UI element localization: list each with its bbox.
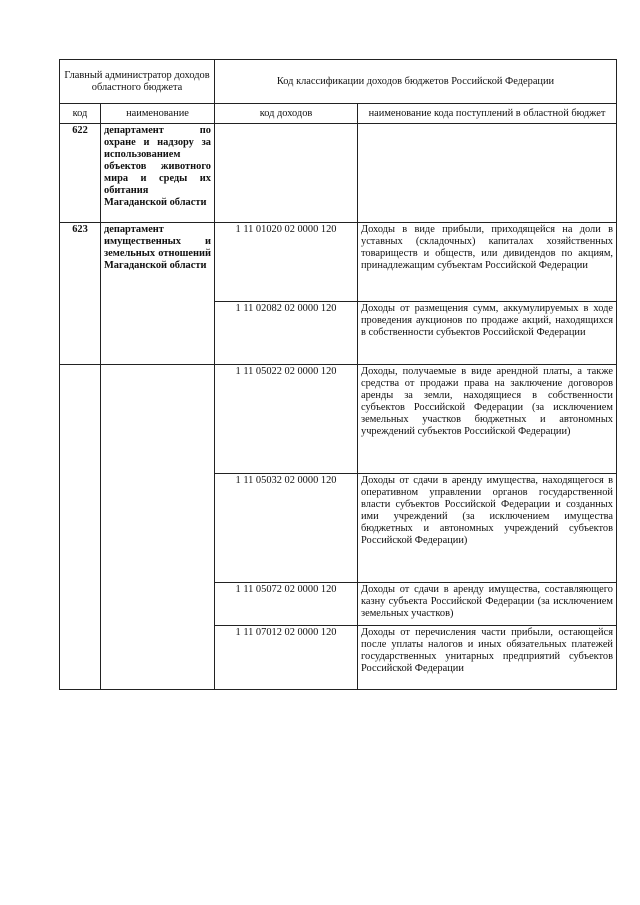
admin-name-cell: департамент по охране и надзору за использованием объектов животного мира и среды их обитания Магаданской области — [101, 124, 215, 223]
admin-name-cell: департамент имущественных и земельных отношений Магаданской области — [101, 223, 215, 365]
income-name-cell: Доходы в виде прибыли, приходящейся на доли в уставных (складочных) капиталах хозяйственных товариществ и обществ, или дивидендов по акциям, принадлежащим субъектам Российской Федерации — [358, 223, 617, 302]
admin-code-cell-empty — [60, 365, 101, 690]
admin-code-cell: 622 — [60, 124, 101, 223]
table-subheader-row — [60, 104, 617, 124]
table-row — [60, 223, 617, 302]
income-code-cell: 1 11 05072 02 0000 120 — [215, 583, 358, 626]
income-classification-table — [59, 59, 617, 690]
classification-group-header: Код классификации доходов бюджетов Российской Федерации — [215, 60, 617, 104]
income-name-cell — [358, 124, 617, 223]
col-income-name-header: наименование кода поступлений в областной бюджет — [358, 104, 617, 124]
income-code-cell: 1 11 05032 02 0000 120 — [215, 474, 358, 583]
income-code-cell: 1 11 05022 02 0000 120 — [215, 365, 358, 474]
income-code-cell: 1 11 01020 02 0000 120 — [215, 223, 358, 302]
col-code-header: код — [60, 104, 101, 124]
income-name-cell: Доходы от сдачи в аренду имущества, составляющего казну субъекта Российской Федерации (за исключением земельных участков) — [358, 583, 617, 626]
admin-code-cell: 623 — [60, 223, 101, 365]
income-code-cell: 1 11 02082 02 0000 120 — [215, 302, 358, 365]
admin-name-cell-empty — [101, 365, 215, 690]
income-name-cell: Доходы от перечисления части прибыли, остающейся после уплаты налогов и иных обязательных платежей государственных унитарных предприятий субъектов Российской Федерации — [358, 626, 617, 690]
table-row — [60, 365, 617, 474]
table-header-row — [60, 60, 617, 104]
income-name-cell: Доходы, получаемые в виде арендной платы, а также средства от продажи права на заключение договоров аренды за земли, находящиеся в собственности субъектов Российской Федерации (за исключением земельных участков бюджетных и автономных учреждений субъектов Российской Федерации) — [358, 365, 617, 474]
income-name-cell: Доходы от сдачи в аренду имущества, находящегося в оперативном управлении органов государственной власти субъектов Российской Федерации и созданных ими учреждений (за исключением имущества бюджетных и автономных учреждений субъектов Российской Федерации) — [358, 474, 617, 583]
income-code-cell: 1 11 07012 02 0000 120 — [215, 626, 358, 690]
admin-group-header: Главный администратор доходов областного бюджета — [60, 60, 215, 104]
income-name-cell: Доходы от размещения сумм, аккумулируемых в ходе проведения аукционов по продаже акций, находящихся в собственности субъектов Российской Федерации — [358, 302, 617, 365]
col-name-header: наименование — [101, 104, 215, 124]
income-code-cell — [215, 124, 358, 223]
col-income-code-header: код доходов — [215, 104, 358, 124]
table-row — [60, 124, 617, 223]
